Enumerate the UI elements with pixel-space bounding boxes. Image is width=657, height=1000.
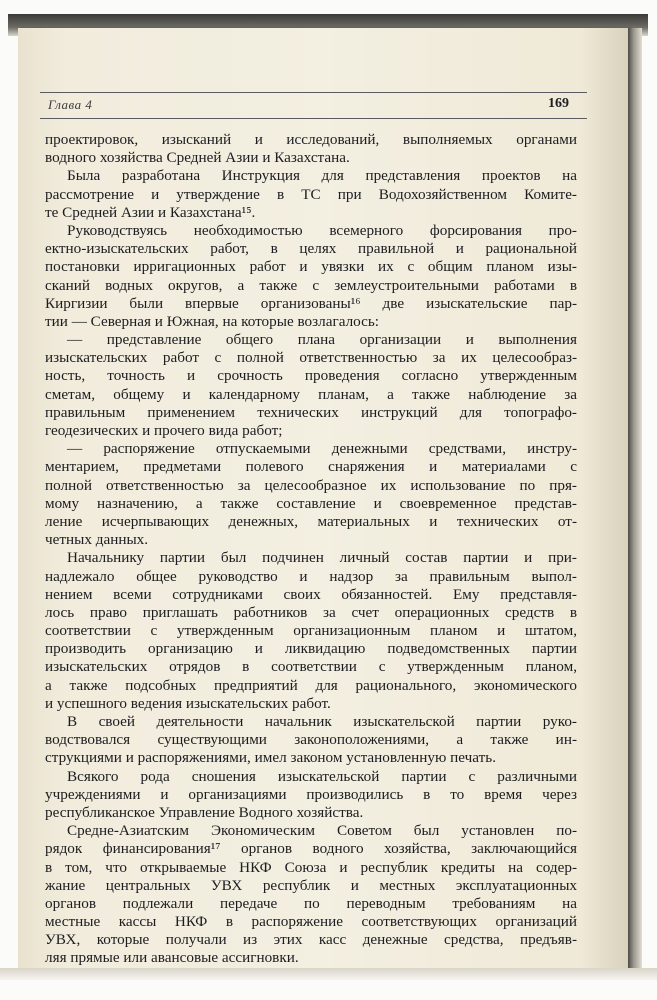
text-line: Начальнику партии был подчинен личный состав партии и при- — [67, 549, 577, 567]
scanner-bottom-edge — [0, 968, 657, 980]
text-line: тии — Северная и Южная, на которые возлагалось: — [45, 312, 380, 330]
text-line: ектно-изыскательских работ, в целях правильной и рациональной — [45, 240, 577, 258]
chapter-label: Глава 4 — [48, 97, 93, 112]
text-line: проектировок, изысканий и исследований, выполняемых органами — [45, 131, 577, 148]
text-line: ность, точность и срочность проведения согласно утвержденным — [45, 367, 577, 385]
text-line: ление исчерпывающих денежных, материальных и технических от- — [45, 512, 577, 530]
text-line: учреждениями и организациями производились в то время через — [45, 785, 577, 803]
text-line: постановки ирригационных работ и увязки их с общим планом изы- — [45, 258, 577, 276]
text-line: а также подсобных предприятий для рационального, экономического — [45, 676, 577, 694]
text-line: республиканское Управление Водного хозяйства. — [45, 803, 364, 821]
text-line: Руководствуясь необходимостью всемерного форсирования про- — [67, 221, 577, 239]
text-line: Была разработана Инструкция для представления проектов на — [67, 167, 577, 185]
text-line: мому назначению, а также составление и своевременное представ- — [45, 494, 577, 512]
text-line: — представление общего плана организации и выполнения — [67, 331, 577, 349]
text-line: Киргизии были впервые организованы¹⁶ две изыскательские пар- — [45, 294, 577, 312]
text-line: геодезических и прочего вида работ; — [45, 422, 283, 439]
page-edge-shadow — [628, 28, 642, 978]
text-line: соответствии с утвержденным организационным планом и штатом, — [45, 622, 577, 640]
body-text — [45, 131, 577, 968]
text-line: надлежало общее руководство и надзор за правильным выпол- — [45, 567, 577, 585]
text-line: сметам, общему и календарному планам, а также наблюдение за — [45, 385, 577, 403]
text-line: сканий водных округов, а также с землеустроительными работами в — [45, 276, 577, 294]
text-line: В своей деятельности начальник изыскательской партии руко- — [67, 713, 577, 730]
page-number: 169 — [548, 96, 569, 111]
text-line: производить организацию и ликвидацию подведомственных партии — [45, 640, 577, 658]
text-line: те Средней Азии и Казахстана¹⁵. — [45, 203, 256, 221]
text-line: рассмотрение и утверждение в ТС при Водохозяйственном Комите- — [45, 185, 577, 203]
header-rule-top — [40, 92, 587, 93]
text-line: правильным применением технических инструкций для топографо- — [45, 403, 577, 421]
text-line: ментарием, предметами полевого снаряжения и материалами с — [45, 458, 577, 476]
text-line: водного хозяйства Средней Азии и Казахстана. — [45, 149, 350, 167]
text-line: нением всеми сотрудниками своих обязанностей. Ему представля- — [45, 585, 577, 603]
text-line: УВХ, которые получали из этих касс денежные средства, предъяв- — [45, 931, 577, 949]
text-line: местные кассы НКФ в распоряжение соответствующих организаций — [45, 913, 577, 931]
text-line: водствовался существующими законоположениями, а также ин- — [45, 731, 577, 749]
text-line: — распоряжение отпускаемыми денежными средствами, инстру- — [67, 440, 577, 458]
text-line: полной ответственностью за целесообразное их использование по пря- — [45, 476, 577, 494]
text-line: струкциями и распоряжениями, имел законом установленную печать. — [45, 749, 496, 767]
text-line: лось право приглашать работников за счет операционных средств в — [45, 603, 577, 621]
text-line: изыскательских работ с полной ответственностью за их целесообраз- — [45, 349, 577, 367]
text-line: изыскательских отрядов в соответствии с утвержденным планом, — [45, 658, 577, 676]
text-line: и успешного ведения изыскательских работ. — [45, 694, 331, 712]
text-line: Всякого рода сношения изыскательской партии с различными — [67, 767, 577, 785]
text-line: жание центральных УВХ республик и местных эксплуатационных — [45, 876, 577, 894]
text-line: Средне-Азиатским Экономическим Советом был установлен по- — [67, 822, 577, 840]
header-rule-bottom — [40, 118, 587, 119]
text-line: рядок финансирования¹⁷ органов водного хозяйства, заключающийся — [45, 840, 577, 858]
text-line: четных данных. — [45, 531, 149, 549]
text-line: в том, что открываемые НКФ Союза и республик кредиты на содер- — [45, 858, 577, 876]
running-header — [40, 94, 587, 116]
text-line: ляя прямые или авансовые ассигновки. — [45, 949, 299, 967]
text-line: органов подлежали передаче по переводным требованиям на — [45, 894, 577, 912]
